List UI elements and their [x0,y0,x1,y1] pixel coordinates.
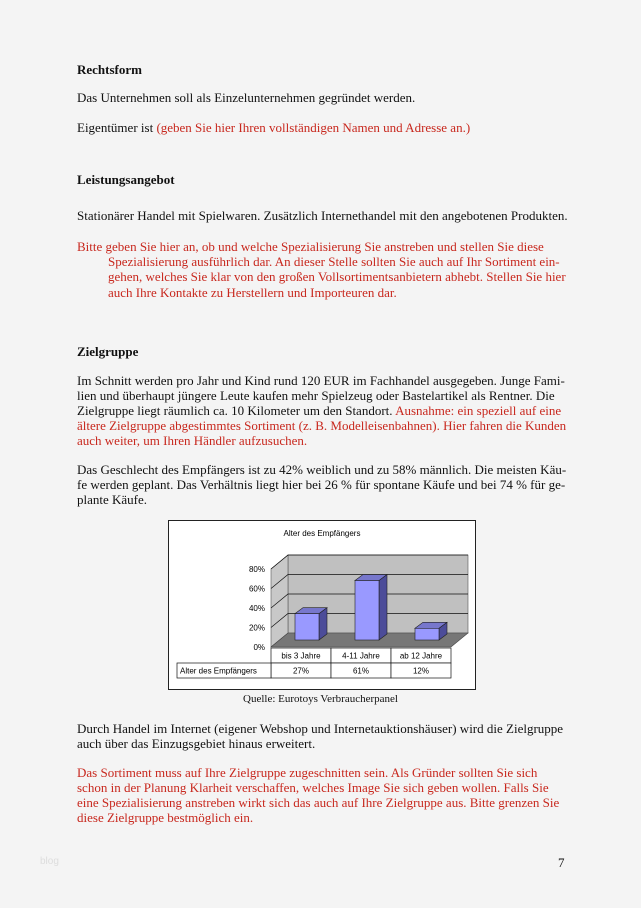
bar [415,628,439,640]
text-line: Das Geschlecht des Empfängers ist zu 42% weiblich und zu 58% männlich. Die meisten Käu- [77,462,567,477]
instruction-line: Bitte geben Sie hier an, ob und welche Spezialisierung Sie anstreben und stellen Sie diese [77,239,544,254]
instruction-line: auch Ihre Kontakte zu Herstellern und Importeuren dar. [108,285,397,300]
page-number: 7 [558,855,565,870]
bar-side [379,575,387,640]
series-label: Alter des Empfängers [180,666,257,676]
y-tick-label: 80% [248,565,265,574]
data-label: 61% [352,666,370,676]
heading-zielgruppe: Zielgruppe [77,344,139,359]
y-tick-label: 20% [248,623,265,633]
text: lien und überhaupt jüngere Leute kaufen mehr Spielzeug oder Bastelartikel als Rentner. Die [77,388,555,403]
category-label: bis 3 Jahre [281,651,321,661]
paragraph: Stationärer Handel mit Spielwaren. Zusätzlich Internethandel mit den angebotenen Produkten. [77,208,568,223]
y-tick-label: 40% [248,604,265,613]
data-label: 27% [292,666,310,676]
chart-canvas [169,521,475,689]
heading-leistungsangebot: Leistungsangebot [77,172,175,187]
text-line: plante Käufe. [77,492,148,507]
instruction-line: gehen, welches Sie klar von den großen Vollsortimentsanbietern abhebt. Stellen Sie hier [108,269,566,284]
bar [355,581,379,640]
text-line [77,433,307,448]
text-line: Durch Handel im Internet (eigener Webshop und Internetauktionshäuser) wird die Zielgruppe [77,721,564,736]
text-line: fe werden geplant. Das Verhältnis liegt hier bei 26 % für spontane Käufe und bei 74 % für ge- [77,477,566,492]
data-label: 12% [412,666,430,676]
instruction-line: diese Zielgruppe bestmöglich ein. [77,810,254,825]
instruction-text: ältere Zielgruppe abgestimmtes Sortiment (z. B. Modelleisenbahnen). Hier fahren die Kunden [77,418,567,433]
placeholder-text: (geben Sie hier Ihren vollständigen Namen und Adresse an.) [156,120,471,135]
instruction-line: eine Spezialisierung anstreben wirkt sich das auch auf Ihre Zielgruppe aus. Bitte grenzen Sie [77,795,560,810]
category-label: 4-11 Jahre [342,651,380,661]
text: Im Schnitt werden pro Jahr und Kind rund 120 EUR im Fachhandel ausgegeben. Junge Fami- [77,373,565,388]
text-line: auch über das Einzugsgebiet hinaus erweitert. [77,736,316,751]
text: Zielgruppe liegt räumlich ca. 10 Kilometer um den Standort. [77,403,396,418]
instruction-line: Spezialisierung ausführlich dar. An dieser Stelle sollten Sie auch auf Ihr Sortiment ein- [108,254,560,269]
instruction-line: Das Sortiment muss auf Ihre Zielgruppe zugeschnitten sein. Als Gründer sollten Sie sich [77,765,538,780]
instruction-text: Ausnahme: ein speziell auf eine [395,403,562,418]
y-tick-label: 0% [253,643,265,652]
chart-caption: Quelle: Eurotoys Verbraucherpanel [243,693,398,705]
text-line [77,403,561,418]
text-line [77,388,555,403]
instruction-line: schon in der Planung Klarheit verschaffen, welches Image Sie sich geben wollen. Falls Sie [77,780,549,795]
bar [295,614,319,640]
category-label: ab 12 Jahre [399,651,443,661]
age-chart [168,520,476,690]
chart-title: Alter des Empfängers [283,529,361,538]
text-line [77,373,565,388]
text: Eigentümer ist [77,120,157,135]
y-tick-label: 60% [248,584,265,594]
paragraph: Das Unternehmen soll als Einzelunternehmen gegründet werden. [77,90,416,105]
instruction-text: auch weiter, um Ihren Händler aufzusuchen. [77,433,308,448]
heading-rechtsform: Rechtsform [77,62,142,77]
paragraph-owner [77,120,470,135]
text-line [77,418,566,433]
watermark: blog [40,856,59,867]
